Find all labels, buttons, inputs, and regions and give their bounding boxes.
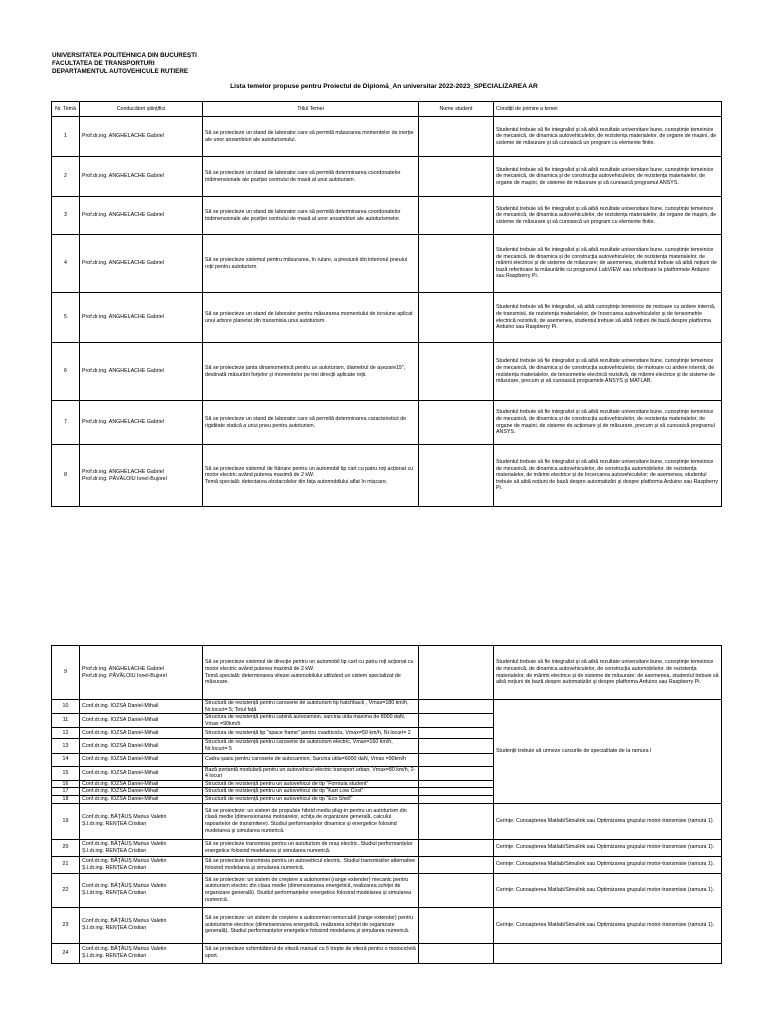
document-title: Lista temelor propuse pentru Proiectul de Diplomă_An universitar 2022-2023_SPECIALIZAREA AR	[230, 83, 538, 90]
topic-coordinators: Conf.dr.ing. IOZSA Daniel-Mihail	[80, 788, 203, 796]
student-name-cell	[419, 445, 494, 507]
topic-number: 13	[52, 739, 80, 753]
topic-coordinators: Conf.dr.ing. BĂȚĂUȘ Marius Valetin Ș.l.dr.ing. RENȚEA Cristian	[80, 907, 203, 943]
student-name-cell	[419, 235, 494, 293]
topic-title: Structură de rezistență pentru un autovehicul de tip "Eco Shell"	[203, 795, 419, 803]
topic-title: Să se proiecteze schimbătorul de viteză manual cu 6 trepte de viteză pentru o motocicletă sport.	[203, 943, 419, 963]
topic-title: Să se proiecteze sistemul de frânare pentru un automobil tip cart cu patru roți acționat cu motor electric având puterea maximă de 2 kW. Temă specială: detectarea obstacolelor din fața automobilului aflat în mișcare.	[203, 445, 419, 507]
topic-number: 7	[52, 401, 80, 445]
topic-number: 16	[52, 780, 80, 788]
topic-number: 18	[52, 795, 80, 803]
topic-number: 15	[52, 766, 80, 780]
topic-coordinators: Prof.dr.ing. ANGHELACHE Gabriel	[80, 197, 203, 235]
col-header-conditions: Condiții de primire a temei	[494, 102, 722, 117]
topic-coordinators: Conf.dr.ing. IOZSA Daniel-Mihail	[80, 780, 203, 788]
table-row	[52, 235, 722, 293]
student-name-cell	[419, 401, 494, 445]
topic-number: 22	[52, 873, 80, 907]
faculty-name: FACULTATEA DE TRANSPORTURI	[52, 60, 155, 68]
topic-coordinators: Conf.dr.ing. BĂȚĂUȘ Marius Valetin Ș.l.dr.ing. RENȚEA Cristian	[80, 943, 203, 963]
student-name-cell	[419, 856, 494, 873]
topic-requirements: Studentul trebuie să fie integralist și să aibă rezultate universitare bune, cunoștințe temeinice de mecanică, de dinamica autovehiculelor, de rezistența materialelor, de organe de mașini, de sisteme de măsurare și să cunoască un program cu elemente finite.	[494, 197, 722, 235]
student-name-cell	[419, 157, 494, 197]
student-name-cell	[419, 907, 494, 943]
topic-coordinators: Prof.dr.ing. ANGHELACHE Gabriel	[80, 401, 203, 445]
department-name: DEPARTAMENTUL AUTOVEHICULE RUTIERE	[52, 68, 189, 76]
topic-number: 11	[52, 714, 80, 728]
student-name-cell	[419, 739, 494, 753]
topic-coordinators: Conf.dr.ing. IOZSA Daniel-Mihail	[80, 739, 203, 753]
student-name-cell	[419, 728, 494, 739]
col-header-student: Nume student	[419, 102, 494, 117]
topic-requirements: Studentul trebuie să fie integralist și să aibă rezultate universitare bune, cunoștințe temeinice de mecanică, de dinamica și de construcția autovehiculelor, de motoare cu ardere internă, de rezistența materialelor, de tensometrie electrică rezistivă, de mărimi electrice și de sisteme de măsurare, precum și să cunoască programele ANSYS și MATLAB.	[494, 343, 722, 401]
col-header-coordinators: Conducători științifici	[80, 102, 203, 117]
topic-requirements: Cerințe: Cunoașterea Matlab/Simulink sau Optimizarea grupului motor-transmisie (ramura 1)	[494, 803, 722, 839]
table-row	[52, 856, 722, 873]
topic-title: Să se proiecteze sistemul de direcție pentru un automobil tip cart cu patru roți acționat cu motor electric având puterea maximă de 2 kW. Temă specială: determinarea vitezei automobilului utilizând un sistem specializat de măsurare.	[203, 646, 419, 700]
topic-title: Să se proiecteze: un sistem de creștere a autonomiei (range extender) mecanic pentru autoturism electric din clasa medie (dimensionarea energetică, realizarea schiței de organizare generală). Studiul performanțelor energetice folosind modelarea și simularea numerică.	[203, 873, 419, 907]
topic-number: 21	[52, 856, 80, 873]
topic-requirements: Studentul trebuie să fie integralist și să aibă rezultate universitare bune, cunoștințe temeinice de mecanică, de dinamica și de construcția autovehiculelor, de rezistența materialelor, de organe de mașini, de sisteme de acționare și de măsurare, precum și să cunoască programul ANSYS.	[494, 401, 722, 445]
col-header-nr: Nr. Temă	[52, 102, 80, 117]
student-name-cell	[419, 293, 494, 343]
table-row	[52, 293, 722, 343]
topics-table-page-1	[51, 101, 722, 507]
university-name: UNIVERSITATEA POLITEHNICA DIN BUCUREȘTI	[52, 52, 197, 59]
topic-requirements: Studentul trebuie să fie integralist și să aibă rezultate universitare bune, cunoștințe temeinice de mecanică, de dinamica și de construcția autovehiculelor, de rezistența materialelor, de organe de mașini, de sisteme de măsurare și să cunoască programul ANSYS.	[494, 157, 722, 197]
student-name-cell	[419, 197, 494, 235]
table-row	[52, 907, 722, 943]
student-name-cell	[419, 788, 494, 796]
topic-coordinators: Conf.dr.ing. IOZSA Daniel-Mihail	[80, 766, 203, 780]
student-name-cell	[419, 795, 494, 803]
student-name-cell	[419, 714, 494, 728]
topic-requirements: Cerințe: Cunoașterea Matlab/Simulink sau Optimizarea grupului motor-transmisie (ramura 1).	[494, 907, 722, 943]
student-name-cell	[419, 803, 494, 839]
topics-table-page-2	[51, 645, 722, 964]
topic-number: 19	[52, 803, 80, 839]
table-row	[52, 197, 722, 235]
topic-number: 4	[52, 235, 80, 293]
student-name-cell	[419, 117, 494, 157]
topic-coordinators: Prof.dr.ing. ANGHELACHE Gabriel	[80, 235, 203, 293]
table-row	[52, 343, 722, 401]
topic-title: Să se proiecteze un stand de laborator care să permită determinarea coordonatelor tridimensionale ale poziției centrului de masă al unui autoturism.	[203, 157, 419, 197]
topic-coordinators: Prof.dr.ing. ANGHELACHE Gabriel	[80, 343, 203, 401]
table-row	[52, 401, 722, 445]
topic-coordinators: Conf.dr.ing. BĂȚĂUȘ Marius Valetin Ș.l.dr.ing. RENȚEA Cristian	[80, 873, 203, 907]
topic-number: 24	[52, 943, 80, 963]
table-header-row	[52, 102, 722, 117]
student-name-cell	[419, 873, 494, 907]
student-name-cell	[419, 700, 494, 714]
topic-title: Bază portantă modulară pentru un autovehicul electric transport urban, Vmax=80 km/h, 2-4 locuri	[203, 766, 419, 780]
topic-title: Cadru-șasiu pentru caroserie de autocamion, Sarcina utila=6000 daN, Vmax =90km/h	[203, 753, 419, 766]
table-row	[52, 803, 722, 839]
topic-requirements: Cerințe: Cunoașterea Matlab/Simulink sau Optimizarea grupului motor-transmisie (ramura 1).	[494, 856, 722, 873]
student-name-cell	[419, 839, 494, 856]
table-row	[52, 839, 722, 856]
topic-number: 12	[52, 728, 80, 739]
institution-header	[52, 52, 197, 77]
topic-number: 9	[52, 646, 80, 700]
topic-coordinators: Conf.dr.ing. BĂȚĂUȘ Marius Valetin Ș.l.dr.ing. RENȚEA Cristian	[80, 803, 203, 839]
topic-coordinators: Conf.dr.ing. IOZSA Daniel-Mihail	[80, 795, 203, 803]
topic-title: Să se proiecteze un stand de laborator care să permită determinarea coordonatelor tridimensionale ale poziției centrului de masă al unor ansambluri ale autoturismelor.	[203, 197, 419, 235]
student-name-cell	[419, 646, 494, 700]
topic-title: Să se proiecteze: un sistem de creștere a autonomiei remorcabil (range extender) pentru autoturisme electrice (dimensionarea energetică, realizarea schiței de organizare generală). Studiul performanțelor energetice folosind modelarea și simularea numerică.	[203, 907, 419, 943]
student-name-cell	[419, 343, 494, 401]
topic-coordinators: Prof.dr.ing. ANGHELACHE Gabriel	[80, 117, 203, 157]
table-row	[52, 873, 722, 907]
topic-title: Să se proiecteze un stand de laborator care să permită măsurarea momentelor de inerție ale unor ansambluri ale autoturismului.	[203, 117, 419, 157]
topic-coordinators: Prof.dr.ing. ANGHELACHE Gabriel Prof.dr.ing. PĂVĂLOIU Ionel-Bujorel	[80, 445, 203, 507]
topic-coordinators: Conf.dr.ing. IOZSA Daniel-Mihail	[80, 753, 203, 766]
topic-title: Să se proiecteze un stand de laborator care să permită determinarea caracteristicii de rigiditate statică a unui pneu pentru autoturism.	[203, 401, 419, 445]
topic-number: 14	[52, 753, 80, 766]
topic-title: Structura de rezistență tip "space frame" pentru cvadriciclu, Vmax=50 km/h, Nr.locuri= 2	[203, 728, 419, 739]
topic-title: Să se proiecteze: un sistem de propulsie hibrid mediu plug-in pentru un autoturism din clasă medie (dimensionarea motoarelor, schița de organizare generală, calculul rapoartelor de transmitere). Studiul performanțelor dinamice și energetice folosind modelarea și simularea numerică.	[203, 803, 419, 839]
topic-requirements: Cerințe: Cunoașterea Matlab/Simulink sau Optimizarea grupului motor-transmisie (ramura 1).	[494, 873, 722, 907]
topic-title: Structură de rezistență pentru un autovehicul de tip "Formula student"	[203, 780, 419, 788]
topic-title: Să se proiecteze transmisia pentru un autoturism de oraș electric. Studiul performanțelor energetice folosind modelarea și simularea numerică.	[203, 839, 419, 856]
topic-number: 1	[52, 117, 80, 157]
table-row	[52, 943, 722, 963]
topic-title: Să se proiecteze sistemul pentru măsurarea, în rulare, a presiunii din interiorul pneului roții pentru autoturism.	[203, 235, 419, 293]
student-name-cell	[419, 780, 494, 788]
topic-requirements: Studentul trebuie să fie integralist și să aibă rezultate universitare bune, cunoștințe temeinice de mecanică, de dinamica autovehiculelor, de construcția automobilelor, de rezistența materialelor, de mărimi electrice și de încercarea autovehiculelor; de asemenea, studentul trebuie să aibă noțiuni de bază despre automatizări și despre platforma Arduino sau Raspberry Pi.	[494, 445, 722, 507]
topic-title: Structură de rezistență pentru un autovehicul de tip "Kart Low Cost"	[203, 788, 419, 796]
topic-title: Structură de rezistență pentru caroserie de autoturism tip hatchback , Vmax=180 km/h, Nr.locuri= 5; Totul față	[203, 700, 419, 714]
topic-title: Structura de rezistență pentru cabină autocamion, sarcina utila maxima de 8000 daN, Vmax =90km/h	[203, 714, 419, 728]
topic-coordinators: Prof.dr.ing. ANGHELACHE Gabriel Prof.dr.ing. PĂVĂLOIU Ionel-Bujorel	[80, 646, 203, 700]
student-name-cell	[419, 753, 494, 766]
merged-requirement-cell: Studenții trebuie să urmeze cursurile de specialitate de la ramura I	[494, 700, 722, 804]
table-row	[52, 646, 722, 700]
topic-coordinators: Prof.dr.ing. ANGHELACHE Gabriel	[80, 293, 203, 343]
topic-number: 2	[52, 157, 80, 197]
topic-number: 17	[52, 788, 80, 796]
topic-title: Să se proiecteze un stand de laborator pentru măsurarea momentului de torsiune aplicat unui arbore planetar din transmisia unui autoturism.	[203, 293, 419, 343]
topic-number: 5	[52, 293, 80, 343]
table-row	[52, 117, 722, 157]
topic-number: 8	[52, 445, 80, 507]
table-row	[52, 157, 722, 197]
table-row	[52, 700, 722, 714]
topic-coordinators: Prof.dr.ing. ANGHELACHE Gabriel	[80, 157, 203, 197]
table-row	[52, 445, 722, 507]
topic-requirements: Studentul trebuie să fie integralist, să aibă cunoștințe temeinice de motoare cu ardere internă, de transmisii, de rezistența materialelor, de încercarea autovehiculelor și de tensometrie electrică rezistivă; de asemenea, studentul trebuie să aibă noțiuni de bază despre platforma Arduino sau Raspberry Pi.	[494, 293, 722, 343]
topic-number: 20	[52, 839, 80, 856]
col-header-title: Titlul Temei	[203, 102, 419, 117]
student-name-cell	[419, 766, 494, 780]
topic-coordinators: Conf.dr.ing. IOZSA Daniel-Mihail	[80, 714, 203, 728]
topic-title: Să se proiecteze transmisia pentru un autovehicul electric. Studiul transmisiilor alternative folosind modelarea și simularea numerică.	[203, 856, 419, 873]
topic-requirements: Studentul trebuie să fie integralist și să aibă rezultate universitare bune, cunoștințe temeinice de mecanică, de dinamica autovehiculelor, de rezistența materialelor, de organe de mașini, de sisteme de măsurare și să cunoască un program cu elemente finite.	[494, 117, 722, 157]
topic-title: Structură de rezistență pentru caroserie de autoturism electric, Vmax=160 km/h, Nr.locuri= 5	[203, 739, 419, 753]
topic-number: 3	[52, 197, 80, 235]
topic-requirements	[494, 943, 722, 963]
student-name-cell	[419, 943, 494, 963]
topic-number: 23	[52, 907, 80, 943]
topic-requirements: Studentul trebuie să fie integralist și să aibă rezultate universitare bune, cunoștințe temeinice de mecanică, de dinamica autovehiculelor, de construcția automobilelor, de rezistența materialelor, de mărimi electrice și de sisteme de măsurare; de asemenea, studentul trebuie să aibă noțiuni de bază despre automatizări și despre platforma Arduino sau Raspberry Pi.	[494, 646, 722, 700]
topic-title: Să se proiecteze janta dinamometrică pentru un autoturism, diametrul de așezare15", destinată măsurării forțelor și momentelor pe trei direcții aplicate roții.	[203, 343, 419, 401]
topic-coordinators: Conf.dr.ing. IOZSA Daniel-Mihail	[80, 700, 203, 714]
topic-number: 10	[52, 700, 80, 714]
topic-requirements: Studentul trebuie să fie integralist și să aibă rezultate universitare bune, cunoștințe temeinice de mecanică, de dinamica și de construcția autovehiculelor, de rezistența materialelor, de mărimi electrice și de sisteme de măsurare; de asemenea, studentul trebuie să aibă noțiuni de bază referitoare la măsurările cu programul LabVIEW sau referitoare la platformele Arduino sau Raspberry Pi.	[494, 235, 722, 293]
topic-requirements: Cerințe: Cunoașterea Matlab/Simulink sau Optimizarea grupului motor-transmisie (ramura 1).	[494, 839, 722, 856]
topic-coordinators: Conf.dr.ing. BĂȚĂUȘ Marius Valetin Ș.l.dr.ing. RENȚEA Cristian	[80, 839, 203, 856]
topic-coordinators: Conf.dr.ing. IOZSA Daniel-Mihail	[80, 728, 203, 739]
topic-coordinators: Conf.dr.ing. BĂȚĂUȘ Marius Valetin Ș.l.dr.ing. RENȚEA Cristian	[80, 856, 203, 873]
topic-number: 6	[52, 343, 80, 401]
